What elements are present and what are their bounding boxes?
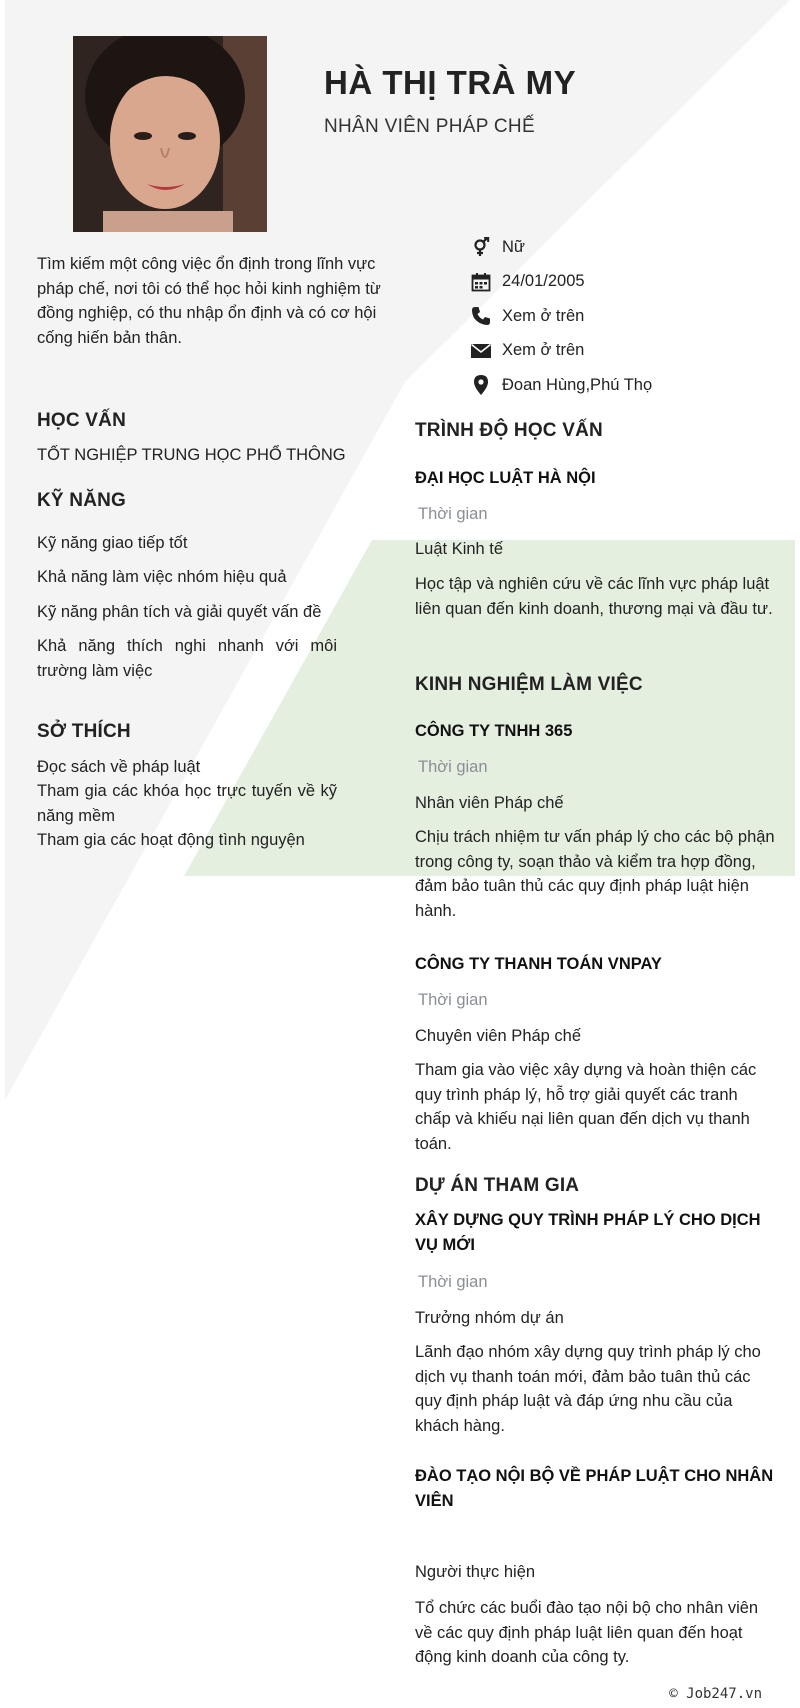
project-name: XÂY DỰNG QUY TRÌNH PHÁP LÝ CHO DỊCH VỤ MỚI: [415, 1211, 761, 1254]
education-level-value: TỐT NGHIỆP TRUNG HỌC PHỔ THÔNG: [37, 446, 346, 464]
job-company: CÔNG TY TNHH 365: [415, 722, 573, 740]
phone-icon: [470, 305, 492, 327]
project-name: ĐÀO TẠO NỘI BỘ VỀ PHÁP LUẬT CHO NHÂN VIÊN: [415, 1467, 774, 1510]
job-desc: Tham gia vào việc xây dựng và hoàn thiện các quy trình pháp lý, hỗ trợ giải quyết các tranh chấp và khiếu nại liên quan đến dịch vụ thanh toán.: [415, 1061, 757, 1153]
career-objective: Tìm kiếm một công việc ổn định trong lĩnh vực pháp chế, nơi tôi có thể học hỏi kinh nghiệm từ đồng nghiệp, có thu nhập ổn định và có cơ hội cống hiến bản thân.: [37, 255, 381, 347]
skill-item: Kỹ năng phân tích và giải quyết vấn đề: [37, 603, 322, 621]
contact-birthday-value: 24/01/2005: [502, 272, 585, 291]
skills-title: KỸ NĂNG: [37, 490, 127, 511]
job-time: Thời gian: [418, 758, 488, 776]
job-desc: Chịu trách nhiệm tư vấn pháp lý cho các bộ phận trong công ty, soạn thảo và kiểm tra hợp đồng, đảm bảo tuân thủ các quy định pháp luật hiện hành.: [415, 828, 775, 920]
projects-title: DỰ ÁN THAM GIA: [415, 1175, 580, 1196]
gender-icon: [470, 236, 492, 258]
contact-email: [470, 334, 790, 369]
hobby-item: Tham gia các khóa học trực tuyến về kỹ năng mềm: [37, 782, 337, 825]
mail-icon: [470, 340, 492, 362]
hobbies-title: SỞ THÍCH: [37, 721, 131, 742]
project-role: Trưởng nhóm dự án: [415, 1309, 564, 1327]
contact-address: [470, 368, 790, 403]
contact-email-value: Xem ở trên: [502, 341, 585, 360]
education-major: Luật Kinh tế: [415, 540, 504, 558]
job-position: Chuyên viên Pháp chế: [415, 1027, 582, 1045]
project-role: Người thực hiện: [415, 1563, 536, 1581]
contact-gender: [470, 230, 790, 265]
contact-info: [470, 230, 790, 403]
project-desc: Tổ chức các buổi đào tạo nội bộ cho nhân viên về các quy định pháp luật liên quan đến hoạt động kinh doanh của công ty.: [415, 1599, 759, 1666]
education-time: Thời gian: [418, 505, 488, 523]
job-company: CÔNG TY THANH TOÁN VNPAY: [415, 955, 662, 973]
project-time: Thời gian: [418, 1273, 488, 1291]
job-time: Thời gian: [418, 991, 488, 1009]
contact-address-value: Đoan Hùng,Phú Thọ: [502, 375, 653, 394]
education-level-title: HỌC VẤN: [37, 410, 127, 431]
education-title: TRÌNH ĐỘ HỌC VẤN: [415, 420, 603, 441]
hobby-item: Đọc sách về pháp luật: [37, 758, 201, 776]
project-desc: Lãnh đạo nhóm xây dựng quy trình pháp lý cho dịch vụ thanh toán mới, đảm bảo tuân thủ các quy định pháp luật và đáp ứng nhu cầu của khách hàng.: [415, 1343, 761, 1435]
profile-photo: [73, 36, 267, 232]
contact-birthday: [470, 265, 790, 300]
candidate-title: NHÂN VIÊN PHÁP CHẾ: [324, 116, 535, 137]
skill-item: Kỹ năng giao tiếp tốt: [37, 534, 188, 552]
experience-title: KINH NGHIỆM LÀM VIỆC: [415, 674, 643, 695]
contact-gender-value: Nữ: [502, 237, 525, 256]
job-position: Nhân viên Pháp chế: [415, 794, 564, 812]
education-school: ĐẠI HỌC LUẬT HÀ NỘI: [415, 469, 596, 487]
education-desc: Học tập và nghiên cứu về các lĩnh vực pháp luật liên quan đến kinh doanh, thương mại và đầu tư.: [415, 575, 773, 618]
location-icon: [470, 374, 492, 396]
calendar-icon: [470, 271, 492, 293]
skill-item: Khả năng làm việc nhóm hiệu quả: [37, 568, 287, 586]
candidate-name: HÀ THỊ TRÀ MY: [324, 64, 577, 101]
skill-item: Khả năng thích nghi nhanh với môi trường làm việc: [37, 637, 337, 680]
contact-phone-value: Xem ở trên: [502, 306, 585, 325]
hobby-item: Tham gia các hoạt động tình nguyện: [37, 831, 305, 849]
footer-credit: © Job247.vn: [669, 1686, 762, 1702]
contact-phone: [470, 299, 790, 334]
